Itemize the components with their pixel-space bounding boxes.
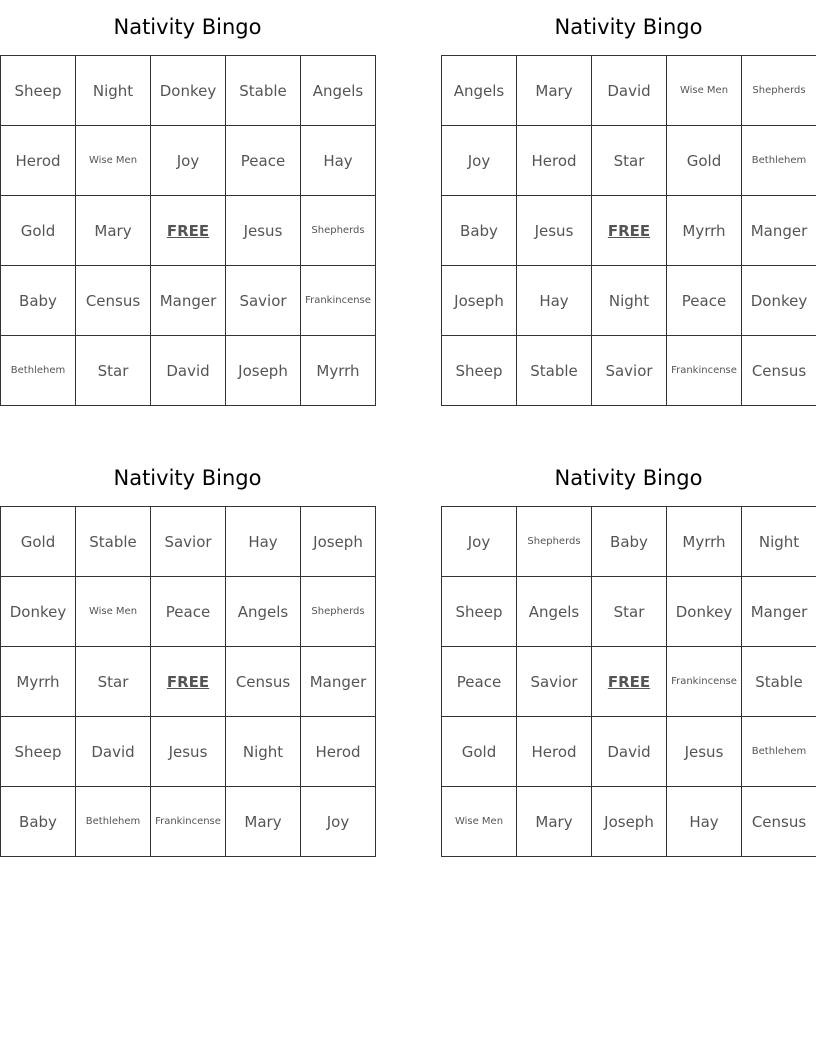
bingo-cell: Star xyxy=(76,336,151,406)
card-title: Nativity Bingo xyxy=(113,466,262,490)
bingo-cell: Myrrh xyxy=(667,196,742,266)
grid-row xyxy=(442,787,816,857)
bingo-cell: Jesus xyxy=(226,196,301,266)
bingo-card-3 xyxy=(0,451,375,857)
card-title: Nativity Bingo xyxy=(113,15,262,39)
bingo-cell: Frankincense xyxy=(667,647,742,717)
bingo-cell: Census xyxy=(76,266,151,336)
bingo-cell: Census xyxy=(742,336,816,406)
bingo-cell: Stable xyxy=(76,507,151,577)
bingo-cell: Herod xyxy=(1,126,76,196)
free-space-cell: FREE xyxy=(592,196,667,266)
bingo-cell: Savior xyxy=(517,647,592,717)
bingo-cell: Mary xyxy=(76,196,151,266)
bingo-cell: Manger xyxy=(742,196,816,266)
bingo-cell: Frankincense xyxy=(301,266,376,336)
bingo-card-4 xyxy=(441,451,816,857)
bingo-cell: Hay xyxy=(667,787,742,857)
grid-row xyxy=(442,647,816,717)
bingo-cell: Shepherds xyxy=(301,577,376,647)
grid-row xyxy=(1,507,376,577)
bingo-cell: Jesus xyxy=(517,196,592,266)
grid-row xyxy=(442,336,816,406)
bingo-cell: Sheep xyxy=(442,577,517,647)
bingo-cell: Gold xyxy=(667,126,742,196)
bingo-cell: Gold xyxy=(1,507,76,577)
bingo-cell: Shepherds xyxy=(517,507,592,577)
bingo-cell: Jesus xyxy=(151,717,226,787)
card-title: Nativity Bingo xyxy=(554,466,703,490)
bingo-cell: Bethlehem xyxy=(742,717,816,787)
bingo-cell: Bethlehem xyxy=(1,336,76,406)
bingo-cell: Savior xyxy=(592,336,667,406)
bingo-cell: Hay xyxy=(301,126,376,196)
bingo-cell: David xyxy=(76,717,151,787)
bingo-cell: Shepherds xyxy=(742,56,816,126)
bingo-cell: Sheep xyxy=(1,56,76,126)
bingo-cell: Stable xyxy=(742,647,816,717)
grid-row xyxy=(442,717,816,787)
grid-row xyxy=(442,126,816,196)
bingo-cell: Savior xyxy=(151,507,226,577)
bingo-cell: Hay xyxy=(226,507,301,577)
bingo-cell: Bethlehem xyxy=(742,126,816,196)
free-space-cell: FREE xyxy=(151,647,226,717)
bingo-cell: Frankincense xyxy=(151,787,226,857)
bingo-cell: Peace xyxy=(667,266,742,336)
bingo-cell: Wise Men xyxy=(667,56,742,126)
bingo-cell: Stable xyxy=(517,336,592,406)
bingo-cell: Bethlehem xyxy=(76,787,151,857)
grid-row xyxy=(1,56,376,126)
bingo-cell: Joy xyxy=(151,126,226,196)
bingo-cell: Donkey xyxy=(1,577,76,647)
bingo-cell: David xyxy=(592,56,667,126)
bingo-cell: Star xyxy=(592,126,667,196)
bingo-cell: Sheep xyxy=(1,717,76,787)
bingo-cell: Angels xyxy=(442,56,517,126)
bingo-cell: Star xyxy=(76,647,151,717)
bingo-grid xyxy=(441,506,816,857)
bingo-cell: Angels xyxy=(301,56,376,126)
free-space-cell: FREE xyxy=(151,196,226,266)
bingo-cell: Census xyxy=(226,647,301,717)
bingo-cell: Savior xyxy=(226,266,301,336)
bingo-cell: Joy xyxy=(301,787,376,857)
bingo-cell: Herod xyxy=(517,126,592,196)
bingo-cell: Mary xyxy=(226,787,301,857)
bingo-cell: Baby xyxy=(592,507,667,577)
bingo-cell: Hay xyxy=(517,266,592,336)
bingo-cell: Manger xyxy=(301,647,376,717)
bingo-cell: Baby xyxy=(1,787,76,857)
bingo-cell: Night xyxy=(226,717,301,787)
bingo-cell: Herod xyxy=(517,717,592,787)
bingo-cell: Gold xyxy=(1,196,76,266)
bingo-cell: Peace xyxy=(226,126,301,196)
grid-row xyxy=(442,577,816,647)
bingo-cell: Donkey xyxy=(151,56,226,126)
bingo-cell: Mary xyxy=(517,787,592,857)
bingo-grid xyxy=(0,506,376,857)
bingo-cell: Jesus xyxy=(667,717,742,787)
bingo-cell: Mary xyxy=(517,56,592,126)
bingo-cell: Donkey xyxy=(667,577,742,647)
bingo-cell: David xyxy=(592,717,667,787)
bingo-cell: Joy xyxy=(442,126,517,196)
bingo-card-1 xyxy=(0,0,375,406)
bingo-grid xyxy=(0,55,376,406)
bingo-cell: Baby xyxy=(1,266,76,336)
bingo-grid xyxy=(441,55,816,406)
bingo-cell: David xyxy=(151,336,226,406)
bingo-cell: Stable xyxy=(226,56,301,126)
grid-row xyxy=(442,507,816,577)
bingo-cell: Joseph xyxy=(301,507,376,577)
bingo-cell: Peace xyxy=(442,647,517,717)
bingo-cell: Wise Men xyxy=(442,787,517,857)
grid-row xyxy=(1,336,376,406)
bingo-cell: Angels xyxy=(517,577,592,647)
bingo-cell: Night xyxy=(76,56,151,126)
grid-row xyxy=(1,196,376,266)
bingo-cell: Myrrh xyxy=(667,507,742,577)
grid-row xyxy=(442,56,816,126)
grid-row xyxy=(1,717,376,787)
grid-row xyxy=(1,787,376,857)
bingo-cell: Wise Men xyxy=(76,126,151,196)
bingo-cell: Angels xyxy=(226,577,301,647)
grid-row xyxy=(1,126,376,196)
card-title: Nativity Bingo xyxy=(554,15,703,39)
bingo-cell: Joseph xyxy=(592,787,667,857)
bingo-cell: Frankincense xyxy=(667,336,742,406)
bingo-cell: Joseph xyxy=(226,336,301,406)
bingo-cell: Census xyxy=(742,787,816,857)
bingo-cell: Sheep xyxy=(442,336,517,406)
bingo-cell: Myrrh xyxy=(1,647,76,717)
grid-row xyxy=(1,266,376,336)
bingo-cell: Night xyxy=(742,507,816,577)
free-space-cell: FREE xyxy=(592,647,667,717)
grid-row xyxy=(442,266,816,336)
bingo-cell: Manger xyxy=(742,577,816,647)
bingo-cell: Baby xyxy=(442,196,517,266)
bingo-cell: Peace xyxy=(151,577,226,647)
bingo-cell: Donkey xyxy=(742,266,816,336)
bingo-cell: Star xyxy=(592,577,667,647)
grid-row xyxy=(1,577,376,647)
grid-row xyxy=(442,196,816,266)
bingo-cell: Wise Men xyxy=(76,577,151,647)
bingo-cell: Joseph xyxy=(442,266,517,336)
bingo-cell: Myrrh xyxy=(301,336,376,406)
bingo-cell: Herod xyxy=(301,717,376,787)
bingo-cell: Joy xyxy=(442,507,517,577)
grid-row xyxy=(1,647,376,717)
bingo-cell: Manger xyxy=(151,266,226,336)
bingo-card-2 xyxy=(441,0,816,406)
bingo-cell: Night xyxy=(592,266,667,336)
bingo-cell: Gold xyxy=(442,717,517,787)
bingo-cell: Shepherds xyxy=(301,196,376,266)
